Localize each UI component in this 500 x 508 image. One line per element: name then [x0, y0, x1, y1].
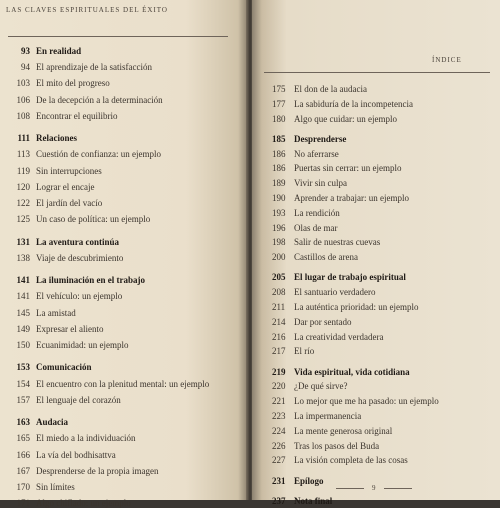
toc-entry [272, 442, 379, 451]
toc-page-number: 216 [272, 331, 286, 342]
toc-title: El vehículo: un ejemplo [36, 291, 123, 302]
toc-entry [4, 254, 123, 263]
toc-page-number: 193 [272, 207, 286, 218]
toc-title: Ecuanimidad: un ejemplo [36, 340, 129, 350]
toc-title: La sabiduría de la incompetencia [294, 98, 413, 109]
toc-page-number: 154 [16, 378, 30, 389]
toc-page-number: 113 [16, 149, 30, 160]
toc-title: La mente generosa original [294, 425, 393, 436]
toc-entry [4, 112, 117, 121]
toc-title: Aprender a trabajar: un ejemplo [294, 193, 409, 203]
toc-title: El mito del progreso [36, 78, 110, 89]
toc-page-number: 167 [16, 465, 30, 476]
toc-page-number: 221 [272, 396, 286, 407]
toc-entry [272, 333, 383, 342]
toc-title: Epílogo [294, 475, 324, 486]
toc-page-number: 180 [272, 113, 286, 124]
toc-entry [272, 347, 314, 356]
toc-title: El encuentro con la plenitud mental: un ejemplo [36, 378, 210, 389]
toc-entry [4, 325, 103, 334]
toc-title: En realidad [36, 46, 82, 56]
toc-section-entry [4, 363, 92, 372]
toc-title: Olas de mar [294, 222, 338, 233]
toc-section-entry [4, 238, 119, 247]
toc-page-number: 224 [272, 425, 286, 436]
toc-page-number: 150 [16, 340, 30, 350]
toc-section-entry [272, 368, 410, 377]
toc-title: Castillos de arena [294, 252, 358, 263]
toc-page-number: 220 [272, 381, 286, 392]
toc-page-number: 190 [272, 193, 286, 203]
toc-entry [4, 292, 122, 301]
toc-entry [272, 100, 413, 109]
toc-title: Algo que cuidar: un ejemplo [294, 113, 397, 124]
toc-title: El miedo a la individuación [36, 433, 136, 444]
toc-entry [4, 79, 110, 88]
toc-section-entry [4, 276, 145, 285]
toc-page-number: 196 [272, 222, 286, 233]
toc-entry [4, 451, 116, 460]
toc-title: El lenguaje del corazón [36, 394, 121, 405]
toc-title: La impermanencia [294, 411, 362, 421]
toc-page-number: 205 [272, 272, 286, 283]
toc-page-number: 231 [272, 475, 286, 486]
toc-entry [272, 303, 418, 312]
toc-entry [4, 199, 102, 208]
toc-page-number: 108 [16, 110, 30, 121]
toc-title: Salir de nuestras cuevas [294, 237, 381, 248]
toc-page-number: 214 [272, 316, 286, 327]
toc-title: La creatividad verdadera [294, 331, 384, 342]
header-rule [8, 36, 228, 37]
toc-entry [4, 499, 131, 508]
toc-title: Viaje de descubrimiento [36, 252, 124, 263]
toc-section-entry [272, 135, 346, 144]
toc-entry [272, 209, 340, 218]
toc-title: Desprenderse [294, 133, 347, 144]
toc-entry [4, 380, 209, 389]
toc-page-number: 189 [272, 178, 286, 189]
toc-entry [4, 341, 128, 350]
toc-title: La amistad [36, 307, 76, 318]
toc-title: Relaciones [36, 133, 77, 144]
toc-page-number: 208 [272, 287, 286, 298]
toc-title: El aprendizaje de la satisfacción [36, 62, 152, 73]
toc-entry [4, 183, 94, 192]
toc-title: Algo chiflado: un ejemplo [36, 498, 131, 508]
toc-page-number: 111 [17, 133, 30, 144]
toc-page-number: 153 [16, 362, 30, 373]
toc-title: Expresar el aliento [36, 323, 104, 334]
toc-title: Vida espiritual, vida cotidiana [294, 366, 410, 377]
toc-title: De la decepción a la determinación [36, 94, 163, 105]
toc-section-entry [4, 134, 77, 143]
toc-title: Encontrar el equilibrio [36, 110, 118, 121]
toc-title: La iluminación en el trabajo [36, 275, 146, 286]
toc-title: La rendición [294, 207, 340, 218]
toc-title: Audacia [36, 417, 69, 428]
toc-page-number: 165 [16, 433, 30, 444]
toc-page-number: 226 [272, 440, 286, 451]
toc-entry [4, 309, 76, 318]
toc-section-entry [4, 47, 81, 56]
toc-page-number: 145 [16, 307, 30, 318]
toc-title: El santuario verdadero [294, 287, 376, 298]
toc-entry [272, 150, 339, 159]
toc-title: El don de la audacia [294, 84, 367, 94]
toc-entry [4, 396, 121, 405]
toc-page-number: 237 [272, 495, 286, 506]
toc-entry [272, 427, 392, 436]
toc-title: La visión completa de las cosas [294, 455, 408, 466]
toc-entry [272, 238, 380, 247]
toc-page-number: 166 [16, 449, 30, 460]
toc-page-number: 94 [21, 62, 30, 73]
toc-section-entry [272, 497, 332, 506]
page-number: 9 [372, 484, 376, 492]
toc-title: El jardín del vacío [36, 198, 103, 208]
toc-entry [4, 483, 75, 492]
toc-page-number: 125 [16, 214, 30, 225]
toc-page-number: 141 [16, 291, 30, 302]
toc-page-number: 200 [272, 252, 286, 263]
toc-title: Cuestión de confianza: un ejemplo [36, 149, 161, 160]
toc-title: Dar por sentado [294, 316, 352, 327]
toc-entry [272, 194, 409, 203]
toc-page-number: 131 [16, 236, 30, 247]
toc-title: El lugar de trabajo espiritual [294, 272, 406, 283]
folio-rule-left [336, 488, 364, 489]
toc-page-number: 186 [272, 163, 286, 174]
section-header: ÍNDICE [432, 56, 462, 64]
toc-title: Vivir sin culpa [294, 178, 347, 189]
toc-page-number: 186 [272, 148, 286, 159]
folio-rule-right [384, 488, 412, 489]
toc-entry [4, 167, 102, 176]
toc-title: Tras los pasos del Buda [294, 440, 380, 451]
toc-entry [4, 215, 150, 224]
toc-page-number: 175 [272, 84, 286, 94]
toc-title: La aventura continúa [36, 236, 120, 247]
toc-page-number: 103 [16, 78, 30, 89]
toc-entry [272, 382, 347, 391]
toc-page-number: 149 [16, 323, 30, 334]
toc-page-number: 119 [16, 165, 30, 176]
toc-title: El río [294, 346, 315, 357]
toc-section-entry [272, 273, 406, 282]
toc-entry [272, 179, 347, 188]
toc-entry [272, 456, 408, 465]
toc-entry [4, 467, 158, 476]
toc-entry [272, 318, 351, 327]
toc-page-number: 141 [16, 275, 30, 286]
toc-title: No aferrarse [294, 148, 339, 159]
toc-page-number: 177 [272, 98, 286, 109]
toc-title: Nota final [294, 495, 333, 506]
toc-title: Sin límites [36, 482, 75, 492]
header-rule [264, 72, 490, 73]
toc-page-number: 171 [16, 498, 30, 508]
toc-entry [272, 224, 337, 233]
toc-entry [272, 253, 358, 262]
toc-page-number: 217 [272, 346, 286, 357]
toc-title: Puertas sin cerrar: un ejemplo [294, 163, 402, 174]
toc-page-number: 170 [16, 482, 30, 492]
toc-title: Sin interrupciones [36, 165, 102, 176]
left-page [0, 0, 248, 508]
toc-page-number: 138 [16, 252, 30, 263]
toc-entry [272, 164, 401, 173]
toc-page-number: 157 [16, 394, 30, 405]
toc-title: Desprenderse de la propia imagen [36, 465, 159, 476]
toc-entry [4, 96, 163, 105]
toc-section-entry [272, 477, 324, 486]
running-header: LAS CLAVES ESPIRITUALES DEL ÉXITO [6, 6, 168, 14]
toc-entry [272, 85, 367, 94]
toc-title: Comunicación [36, 362, 92, 373]
toc-entry [272, 115, 397, 124]
toc-title: Lograr el encaje [36, 181, 95, 192]
toc-title: La vía del bodhisattva [36, 449, 116, 460]
toc-page-number: 185 [272, 133, 286, 144]
toc-page-number: 122 [16, 198, 30, 208]
toc-page-number: 227 [272, 455, 286, 466]
toc-section-entry [4, 418, 68, 427]
toc-title: La auténtica prioridad: un ejemplo [294, 302, 419, 312]
toc-entry [4, 150, 161, 159]
toc-entry [4, 434, 135, 443]
toc-entry [272, 397, 439, 406]
toc-title: ¿De qué sirve? [294, 381, 348, 392]
toc-entry [272, 412, 361, 421]
toc-page-number: 163 [16, 417, 30, 428]
toc-entry [272, 288, 375, 297]
toc-page-number: 120 [16, 181, 30, 192]
toc-title: Un caso de política: un ejemplo [36, 214, 151, 225]
toc-page-number: 93 [21, 46, 30, 56]
toc-page-number: 223 [272, 411, 286, 421]
toc-entry [4, 63, 152, 72]
toc-title: Lo mejor que me ha pasado: un ejemplo [294, 396, 439, 407]
toc-page-number: 198 [272, 237, 286, 248]
toc-page-number: 219 [272, 366, 286, 377]
right-page [252, 0, 500, 506]
toc-page-number: 106 [16, 94, 30, 105]
toc-page-number: 211 [272, 302, 286, 312]
